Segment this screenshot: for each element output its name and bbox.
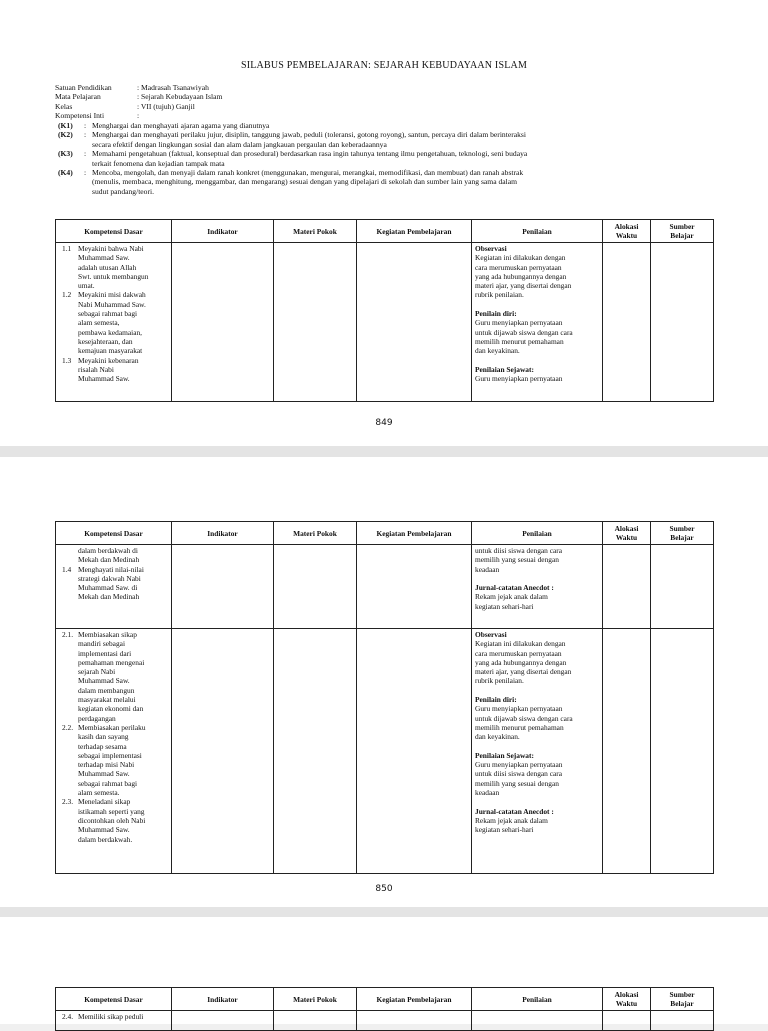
penilaian-line — [475, 676, 599, 685]
syllabus-table — [55, 521, 714, 874]
cell-alokasi-waktu — [603, 243, 651, 402]
table-header-row — [56, 988, 714, 1011]
kd-item — [59, 630, 168, 639]
penilaian-line — [475, 328, 599, 337]
penilaian-line — [475, 546, 599, 555]
page-3 — [0, 917, 768, 1024]
cell-materi-pokok — [274, 629, 357, 874]
kd-text: sejarah Nabi — [78, 667, 116, 677]
header-alokasi-waktu: Alokasi Waktu — [603, 522, 651, 545]
penilaian-spacer — [475, 797, 599, 806]
ki-text — [92, 121, 658, 130]
kd-item-line — [59, 732, 168, 741]
penilaian-line — [475, 555, 599, 564]
page-gap — [0, 907, 768, 917]
penilaian-line — [475, 704, 599, 713]
penilaian-text: yang ada hubungannya dengan — [475, 271, 567, 281]
kd-item-line — [59, 318, 168, 327]
syllabus-table — [55, 987, 714, 1031]
penilaian-text: untuk dijawab siswa dengan cara — [475, 713, 573, 723]
table-row — [56, 243, 714, 402]
kd-text: Meyakini kebenaran — [78, 355, 139, 365]
cell-materi-pokok — [274, 243, 357, 402]
cell-materi-pokok — [274, 545, 357, 629]
cell-penilaian — [472, 629, 603, 874]
kd-text: umat. — [78, 281, 95, 291]
header-kompetensi-dasar: Kompetensi Dasar — [56, 522, 172, 545]
kd-item-line — [59, 555, 168, 564]
ki-text — [92, 130, 658, 149]
kd-item — [59, 797, 168, 806]
cell-kegiatan — [357, 545, 472, 629]
kd-text: implementasi dari — [78, 648, 132, 658]
penilaian-text: Rekam jejak anak dalam — [475, 592, 548, 602]
penilaian-spacer — [475, 356, 599, 365]
penilaian-spacer — [475, 742, 599, 751]
penilaian-line — [475, 290, 599, 299]
kd-item-line — [59, 695, 168, 704]
kd-item-line — [59, 742, 168, 751]
penilaian-heading — [475, 309, 599, 318]
ki-line: Menghargai dan menghayati perilaku jujur, disiplin, tanggung jawab, peduli (toleransi, gotong royong), santun, percaya diri dalam berinteraksi — [92, 130, 526, 140]
penilaian-text: Penilain diri: — [475, 309, 517, 319]
ki-line: Memahami pengetahuan (faktual, konseptual dan prosedural) berdasarkan rasa ingin tahunya tentang ilmu pengetahuan, teknologi, seni budaya — [92, 149, 528, 159]
document-title: SILABUS PEMBELAJARAN: SEJARAH KEBUDAYAAN ISLAM — [240, 60, 528, 71]
penilaian-line — [475, 816, 599, 825]
penilaian-text: Guru menyiapkan pernyataan — [475, 318, 563, 328]
kd-text: pembawa kedamaian, — [78, 327, 143, 337]
syllabus-table — [55, 219, 714, 402]
kd-item-line — [59, 686, 168, 695]
penilaian-text: dan keyakinan. — [475, 346, 520, 356]
kd-text: Membiasakan sikap — [78, 630, 137, 639]
header-materi-pokok: Materi Pokok — [274, 522, 357, 545]
kd-item-line — [59, 769, 168, 778]
kd-item-line — [59, 346, 168, 355]
penilaian-text: keadaan — [475, 788, 500, 798]
meta-key: Mata Pelajaran — [55, 92, 101, 102]
kd-text: Meyakini bahwa Nabi — [78, 244, 144, 253]
penilaian-line — [475, 263, 599, 272]
kd-item-line — [59, 816, 168, 825]
kd-text: dicontohkan oleh Nabi — [78, 815, 146, 825]
kd-item — [59, 565, 168, 574]
meta-value: : Sejarah Kebudayaan Islam — [137, 92, 223, 102]
penilaian-line — [475, 639, 599, 648]
kd-text: Muhammad Saw. — [78, 825, 130, 835]
kd-item-line — [59, 779, 168, 788]
ki-text — [92, 149, 658, 168]
penilaian-text: memilih yang sesuai dengan — [475, 555, 559, 565]
kd-text: Nabi Muhammad Saw. — [78, 299, 146, 309]
kd-text: kegiatan ekonomi dan — [78, 704, 144, 714]
ki-item — [58, 121, 658, 130]
cell-kegiatan — [357, 629, 472, 874]
penilaian-text: cara merumuskan pernyataan — [475, 262, 562, 272]
cell-sumber-belajar — [651, 629, 714, 874]
meta-row — [55, 83, 222, 92]
ki-item — [58, 149, 658, 168]
penilaian-text: dan keyakinan. — [475, 732, 520, 742]
kd-item-line — [59, 714, 168, 723]
meta-key: Kompetensi Inti — [55, 111, 105, 121]
cell-penilaian — [472, 1011, 603, 1031]
kd-text: perdagangan — [78, 713, 116, 723]
ki-item — [58, 168, 658, 196]
penilaian-text: memilih menurut pemahaman — [475, 722, 564, 732]
syllabus-meta — [55, 83, 222, 121]
kd-item-line — [59, 807, 168, 816]
ki-colon: : — [83, 149, 87, 159]
kd-item-line — [59, 281, 168, 290]
header-alokasi-waktu: Alokasi Waktu — [603, 220, 651, 243]
kd-text: adalah utusan Allah — [78, 262, 137, 272]
cell-alokasi-waktu — [603, 1011, 651, 1031]
penilaian-text: Penilaian Sejawat: — [475, 750, 534, 760]
penilaian-line — [475, 667, 599, 676]
ki-colon: : — [83, 130, 87, 140]
header-sumber-belajar: Sumber Belajar — [651, 220, 714, 243]
ki-code: (K2) — [58, 130, 73, 140]
ki-code: (K4) — [58, 168, 73, 178]
kd-item-line — [59, 658, 168, 667]
kd-text: risalah Nabi — [78, 364, 114, 374]
kd-text: pemahaman mengenai — [78, 657, 145, 667]
kd-text: dalam berdakwah. — [78, 834, 133, 844]
ki-line: Mencoba, mengolah, dan menyaji dalam ranah konkret (menggunakan, mengurai, merangkai, memodifikasi, dan membuat) dan ranah abstrak — [92, 168, 524, 178]
kd-item-line — [59, 667, 168, 676]
penilaian-line — [475, 788, 599, 797]
header-penilaian: Penilaian — [472, 988, 603, 1011]
kd-item — [59, 290, 168, 299]
kd-text: Mekah dan Medinah — [78, 555, 140, 565]
penilaian-text: Observasi — [475, 630, 507, 639]
kd-text: masyarakat melalui — [78, 695, 136, 705]
meta-value: : VII (tujuh) Ganjil — [137, 101, 195, 111]
penilaian-text: Penilain diri: — [475, 695, 517, 705]
cell-indikator — [172, 629, 274, 874]
kd-text: alam semesta, — [78, 318, 120, 328]
kd-number: 2.4. — [62, 1012, 74, 1021]
meta-row — [55, 92, 222, 101]
kd-item-line — [59, 365, 168, 374]
ki-colon: : — [83, 121, 87, 130]
table-row — [56, 545, 714, 629]
kd-text: strategi dakwah Nabi — [78, 573, 141, 583]
kd-item-line — [59, 374, 168, 383]
penilaian-line — [475, 592, 599, 601]
header-penilaian: Penilaian — [472, 220, 603, 243]
penilaian-heading — [475, 630, 599, 639]
kd-item — [59, 244, 168, 253]
penilaian-text: Jurnal-catatan Anecdot : — [475, 806, 554, 816]
cell-alokasi-waktu — [603, 545, 651, 629]
kd-item — [59, 1012, 168, 1021]
penilaian-line — [475, 565, 599, 574]
penilaian-spacer — [475, 686, 599, 695]
ki-line: (menulis, membaca, menghitung, menggambar, dan mengarang) sesuai dengan yang dipelajari di sekolah dan sumber lain yang sama dalam — [92, 177, 518, 187]
kd-number: 1.1 — [62, 244, 72, 253]
kd-item-line — [59, 574, 168, 583]
penilaian-line — [475, 732, 599, 741]
kd-item-line — [59, 300, 168, 309]
penilaian-line — [475, 602, 599, 611]
kd-text: Muhammad Saw. — [78, 374, 130, 384]
kd-number: 2.2. — [62, 722, 74, 732]
meta-row — [55, 111, 222, 120]
penilaian-heading — [475, 751, 599, 760]
penilaian-text: keadaan — [475, 564, 500, 574]
kd-item-line — [59, 328, 168, 337]
kd-item-line — [59, 272, 168, 281]
kd-text: Muhammad Saw. — [78, 769, 130, 779]
penilaian-text: Penilaian Sejawat: — [475, 364, 534, 374]
penilaian-text: Kegiatan ini dilakukan dengan — [475, 253, 566, 263]
kd-item — [59, 723, 168, 732]
ki-code: (K3) — [58, 149, 73, 159]
ki-line: secara efektif dengan lingkungan sosial dan alam dalam jangkauan pergaulan dan keberadaannya — [92, 139, 387, 149]
penilaian-text: memilih yang sesuai dengan — [475, 778, 559, 788]
ki-text — [92, 168, 658, 196]
penilaian-spacer — [475, 574, 599, 583]
kd-item-line — [59, 760, 168, 769]
kd-text: sebagai rahmat bagi — [78, 778, 138, 788]
kd-text: Meyakini misi dakwah — [78, 290, 146, 300]
ki-item — [58, 130, 658, 149]
header-indikator: Indikator — [172, 522, 274, 545]
kd-text: Swt. untuk membangun — [78, 271, 149, 281]
kd-text: Menghayati nilai-nilai — [78, 564, 144, 574]
meta-row — [55, 102, 222, 111]
penilaian-text: Jurnal-catatan Anecdot : — [475, 583, 554, 593]
header-sumber-belajar: Sumber Belajar — [651, 988, 714, 1011]
cell-sumber-belajar — [651, 243, 714, 402]
table-row — [56, 1011, 714, 1031]
penilaian-line — [475, 779, 599, 788]
cell-alokasi-waktu — [603, 629, 651, 874]
cell-indikator — [172, 243, 274, 402]
kd-number: 1.4 — [62, 564, 72, 574]
meta-value: : Madrasah Tsanawiyah — [137, 83, 209, 92]
header-penilaian: Penilaian — [472, 522, 603, 545]
page-1 — [0, 0, 768, 446]
kd-text: Mekah dan Medinah — [78, 592, 140, 602]
header-indikator: Indikator — [172, 220, 274, 243]
kd-item-line — [59, 676, 168, 685]
cell-sumber-belajar — [651, 545, 714, 629]
header-materi-pokok: Materi Pokok — [274, 988, 357, 1011]
penilaian-heading — [475, 807, 599, 816]
penilaian-line — [475, 825, 599, 834]
meta-key: Kelas — [55, 101, 73, 111]
cell-penilaian — [472, 243, 603, 402]
kd-item-line — [59, 649, 168, 658]
kd-text: Muhammad Saw. di — [78, 583, 138, 593]
header-kegiatan-pembelajaran: Kegiatan Pembelajaran — [357, 988, 472, 1011]
penilaian-heading — [475, 365, 599, 374]
cell-kompetensi-dasar — [56, 545, 172, 629]
penilaian-text: kegiatan sehari-hari — [475, 825, 534, 835]
penilaian-line — [475, 253, 599, 262]
kd-text: kemajuan masyarakat — [78, 346, 143, 356]
penilaian-line — [475, 337, 599, 346]
kd-text: kasih dan sayang — [78, 732, 129, 742]
penilaian-line — [475, 374, 599, 383]
penilaian-heading — [475, 244, 599, 253]
cell-kompetensi-dasar — [56, 629, 172, 874]
header-sumber-belajar: Sumber Belajar — [651, 522, 714, 545]
kompetensi-inti-list — [58, 121, 658, 196]
kd-item-line — [59, 253, 168, 262]
penilaian-text: Guru menyiapkan pernyataan — [475, 374, 563, 384]
kd-item-line — [59, 825, 168, 834]
table-header-row — [56, 522, 714, 545]
kd-text: terhadap sesama — [78, 741, 127, 751]
cell-kompetensi-dasar — [56, 1011, 172, 1031]
kd-number: 2.3. — [62, 797, 74, 807]
penilaian-text: kegiatan sehari-hari — [475, 601, 534, 611]
kd-item-line — [59, 309, 168, 318]
ki-line: sudut pandang/teori. — [92, 186, 155, 196]
cell-sumber-belajar — [651, 1011, 714, 1031]
ki-colon: : — [83, 168, 87, 178]
kd-number: 1.2 — [62, 290, 72, 300]
kd-text: mandiri sebagai — [78, 639, 125, 649]
kd-item-line — [59, 337, 168, 346]
kd-item-line — [59, 704, 168, 713]
penilaian-text: materi ajar, yang disertai dengan — [475, 281, 572, 291]
header-indikator: Indikator — [172, 988, 274, 1011]
kd-text: Membiasakan perilaku — [78, 722, 146, 732]
kd-text: Muhammad Saw. — [78, 676, 130, 686]
header-kompetensi-dasar: Kompetensi Dasar — [56, 988, 172, 1011]
kd-text: kesejahteraan, dan — [78, 336, 133, 346]
kd-text: alam semesta. — [78, 788, 120, 798]
kd-item-line — [59, 639, 168, 648]
penilaian-heading — [475, 695, 599, 704]
penilaian-line — [475, 318, 599, 327]
penilaian-text: cara merumuskan pernyataan — [475, 648, 562, 658]
kd-text: Memiliki sikap peduli — [78, 1012, 144, 1021]
penilaian-line — [475, 714, 599, 723]
penilaian-text: rubrik penilaian. — [475, 290, 524, 300]
kd-text: dalam berdakwah di — [78, 546, 138, 555]
cell-kegiatan — [357, 1011, 472, 1031]
penilaian-line — [475, 769, 599, 778]
kd-number: 2.1. — [62, 630, 74, 639]
cell-kompetensi-dasar — [56, 243, 172, 402]
penilaian-line — [475, 649, 599, 658]
header-kompetensi-dasar: Kompetensi Dasar — [56, 220, 172, 243]
page-gap — [0, 446, 768, 457]
page-number: 849 — [375, 418, 393, 428]
kd-text: Muhammad Saw. — [78, 253, 130, 263]
penilaian-text: untuk diisi siswa dengan cara — [475, 769, 563, 779]
penilaian-text: Guru menyiapkan pernyataan — [475, 704, 563, 714]
penilaian-text: rubrik penilaian. — [475, 676, 524, 686]
penilaian-text: Observasi — [475, 244, 507, 253]
kd-text: Meneladani sikap — [78, 797, 131, 807]
cell-materi-pokok — [274, 1011, 357, 1031]
penilaian-text: yang ada hubungannya dengan — [475, 657, 567, 667]
kd-text: sebagai implementasi — [78, 750, 142, 760]
kd-text: terhadap misi Nabi — [78, 760, 135, 770]
penilaian-text: untuk dijawab siswa dengan cara — [475, 327, 573, 337]
header-kegiatan-pembelajaran: Kegiatan Pembelajaran — [357, 522, 472, 545]
page-number: 850 — [375, 884, 393, 894]
cell-indikator — [172, 545, 274, 629]
penilaian-line — [475, 272, 599, 281]
cell-kegiatan — [357, 243, 472, 402]
kd-text: sebagai rahmat bagi — [78, 309, 138, 319]
kd-number: 1.3 — [62, 355, 72, 365]
penilaian-heading — [475, 583, 599, 592]
table-row — [56, 629, 714, 874]
penilaian-line — [475, 658, 599, 667]
header-alokasi-waktu: Alokasi Waktu — [603, 988, 651, 1011]
table-header-row — [56, 220, 714, 243]
penilaian-text: Guru menyiapkan pernyataan — [475, 760, 563, 770]
kd-item-line — [59, 751, 168, 760]
header-materi-pokok: Materi Pokok — [274, 220, 357, 243]
penilaian-line — [475, 723, 599, 732]
meta-key: Satuan Pendidikan — [55, 83, 112, 92]
penilaian-text: materi ajar, yang disertai dengan — [475, 667, 572, 677]
penilaian-text: memilih menurut pemahaman — [475, 336, 564, 346]
ki-line: Menghargai dan menghayati ajaran agama yang dianutnya — [92, 121, 270, 130]
kd-item-line — [59, 835, 168, 844]
penilaian-text: Rekam jejak anak dalam — [475, 815, 548, 825]
penilaian-line — [475, 760, 599, 769]
kd-item — [59, 546, 168, 555]
ki-code: (K1) — [58, 121, 73, 130]
kd-item-line — [59, 592, 168, 601]
penilaian-text: untuk diisi siswa dengan cara — [475, 546, 563, 555]
penilaian-text: Kegiatan ini dilakukan dengan — [475, 639, 566, 649]
ki-line: terkait fenomena dan kejadian tampak mata — [92, 158, 225, 168]
page-2 — [0, 457, 768, 907]
kd-item-line — [59, 788, 168, 797]
cell-penilaian — [472, 545, 603, 629]
kd-text: istikamah seperti yang — [78, 806, 145, 816]
header-kegiatan-pembelajaran: Kegiatan Pembelajaran — [357, 220, 472, 243]
kd-item-line — [59, 263, 168, 272]
penilaian-spacer — [475, 300, 599, 309]
cell-indikator — [172, 1011, 274, 1031]
kd-item — [59, 356, 168, 365]
meta-value: : — [137, 111, 140, 121]
penilaian-line — [475, 346, 599, 355]
kd-text: dalam membangun — [78, 685, 135, 695]
penilaian-line — [475, 281, 599, 290]
kd-item-line — [59, 583, 168, 592]
